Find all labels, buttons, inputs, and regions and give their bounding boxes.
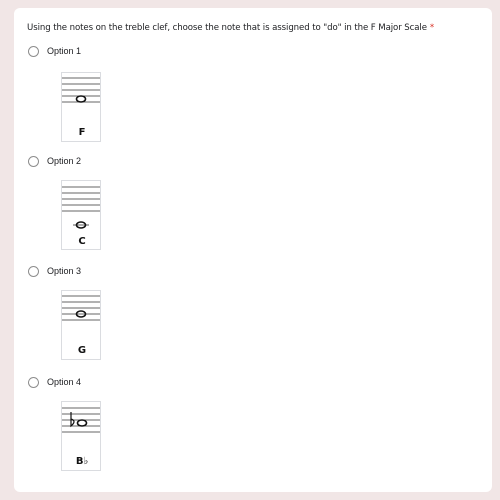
option-3[interactable]	[28, 263, 81, 279]
option-4-image	[61, 401, 101, 471]
question-title	[27, 23, 447, 33]
radio-option-4[interactable]	[28, 377, 39, 388]
option-2-label: Option 2	[47, 156, 82, 166]
option-3-label: Option 3	[47, 266, 82, 276]
radio-option-1[interactable]	[28, 46, 39, 57]
option-1[interactable]	[28, 43, 81, 59]
option-4-label: Option 4	[47, 377, 82, 387]
option-3-image	[61, 290, 101, 360]
option-4[interactable]	[28, 374, 81, 390]
radio-option-2[interactable]	[28, 156, 39, 167]
radio-option-3[interactable]	[28, 266, 39, 277]
option-2-image	[61, 180, 101, 250]
option-1-label: Option 1	[47, 46, 82, 56]
required-asterisk: *	[429, 23, 435, 33]
option-2-note-label: C	[78, 236, 86, 247]
question-text: Using the notes on the treble clef, choose the note that is assigned to "do" in the F Major Scale	[27, 23, 427, 33]
option-2[interactable]	[28, 153, 81, 169]
option-4-note-label: B♭	[75, 456, 89, 467]
option-3-note-label: G	[77, 345, 87, 356]
option-1-note-label: F	[78, 127, 86, 138]
option-1-image	[61, 72, 101, 142]
